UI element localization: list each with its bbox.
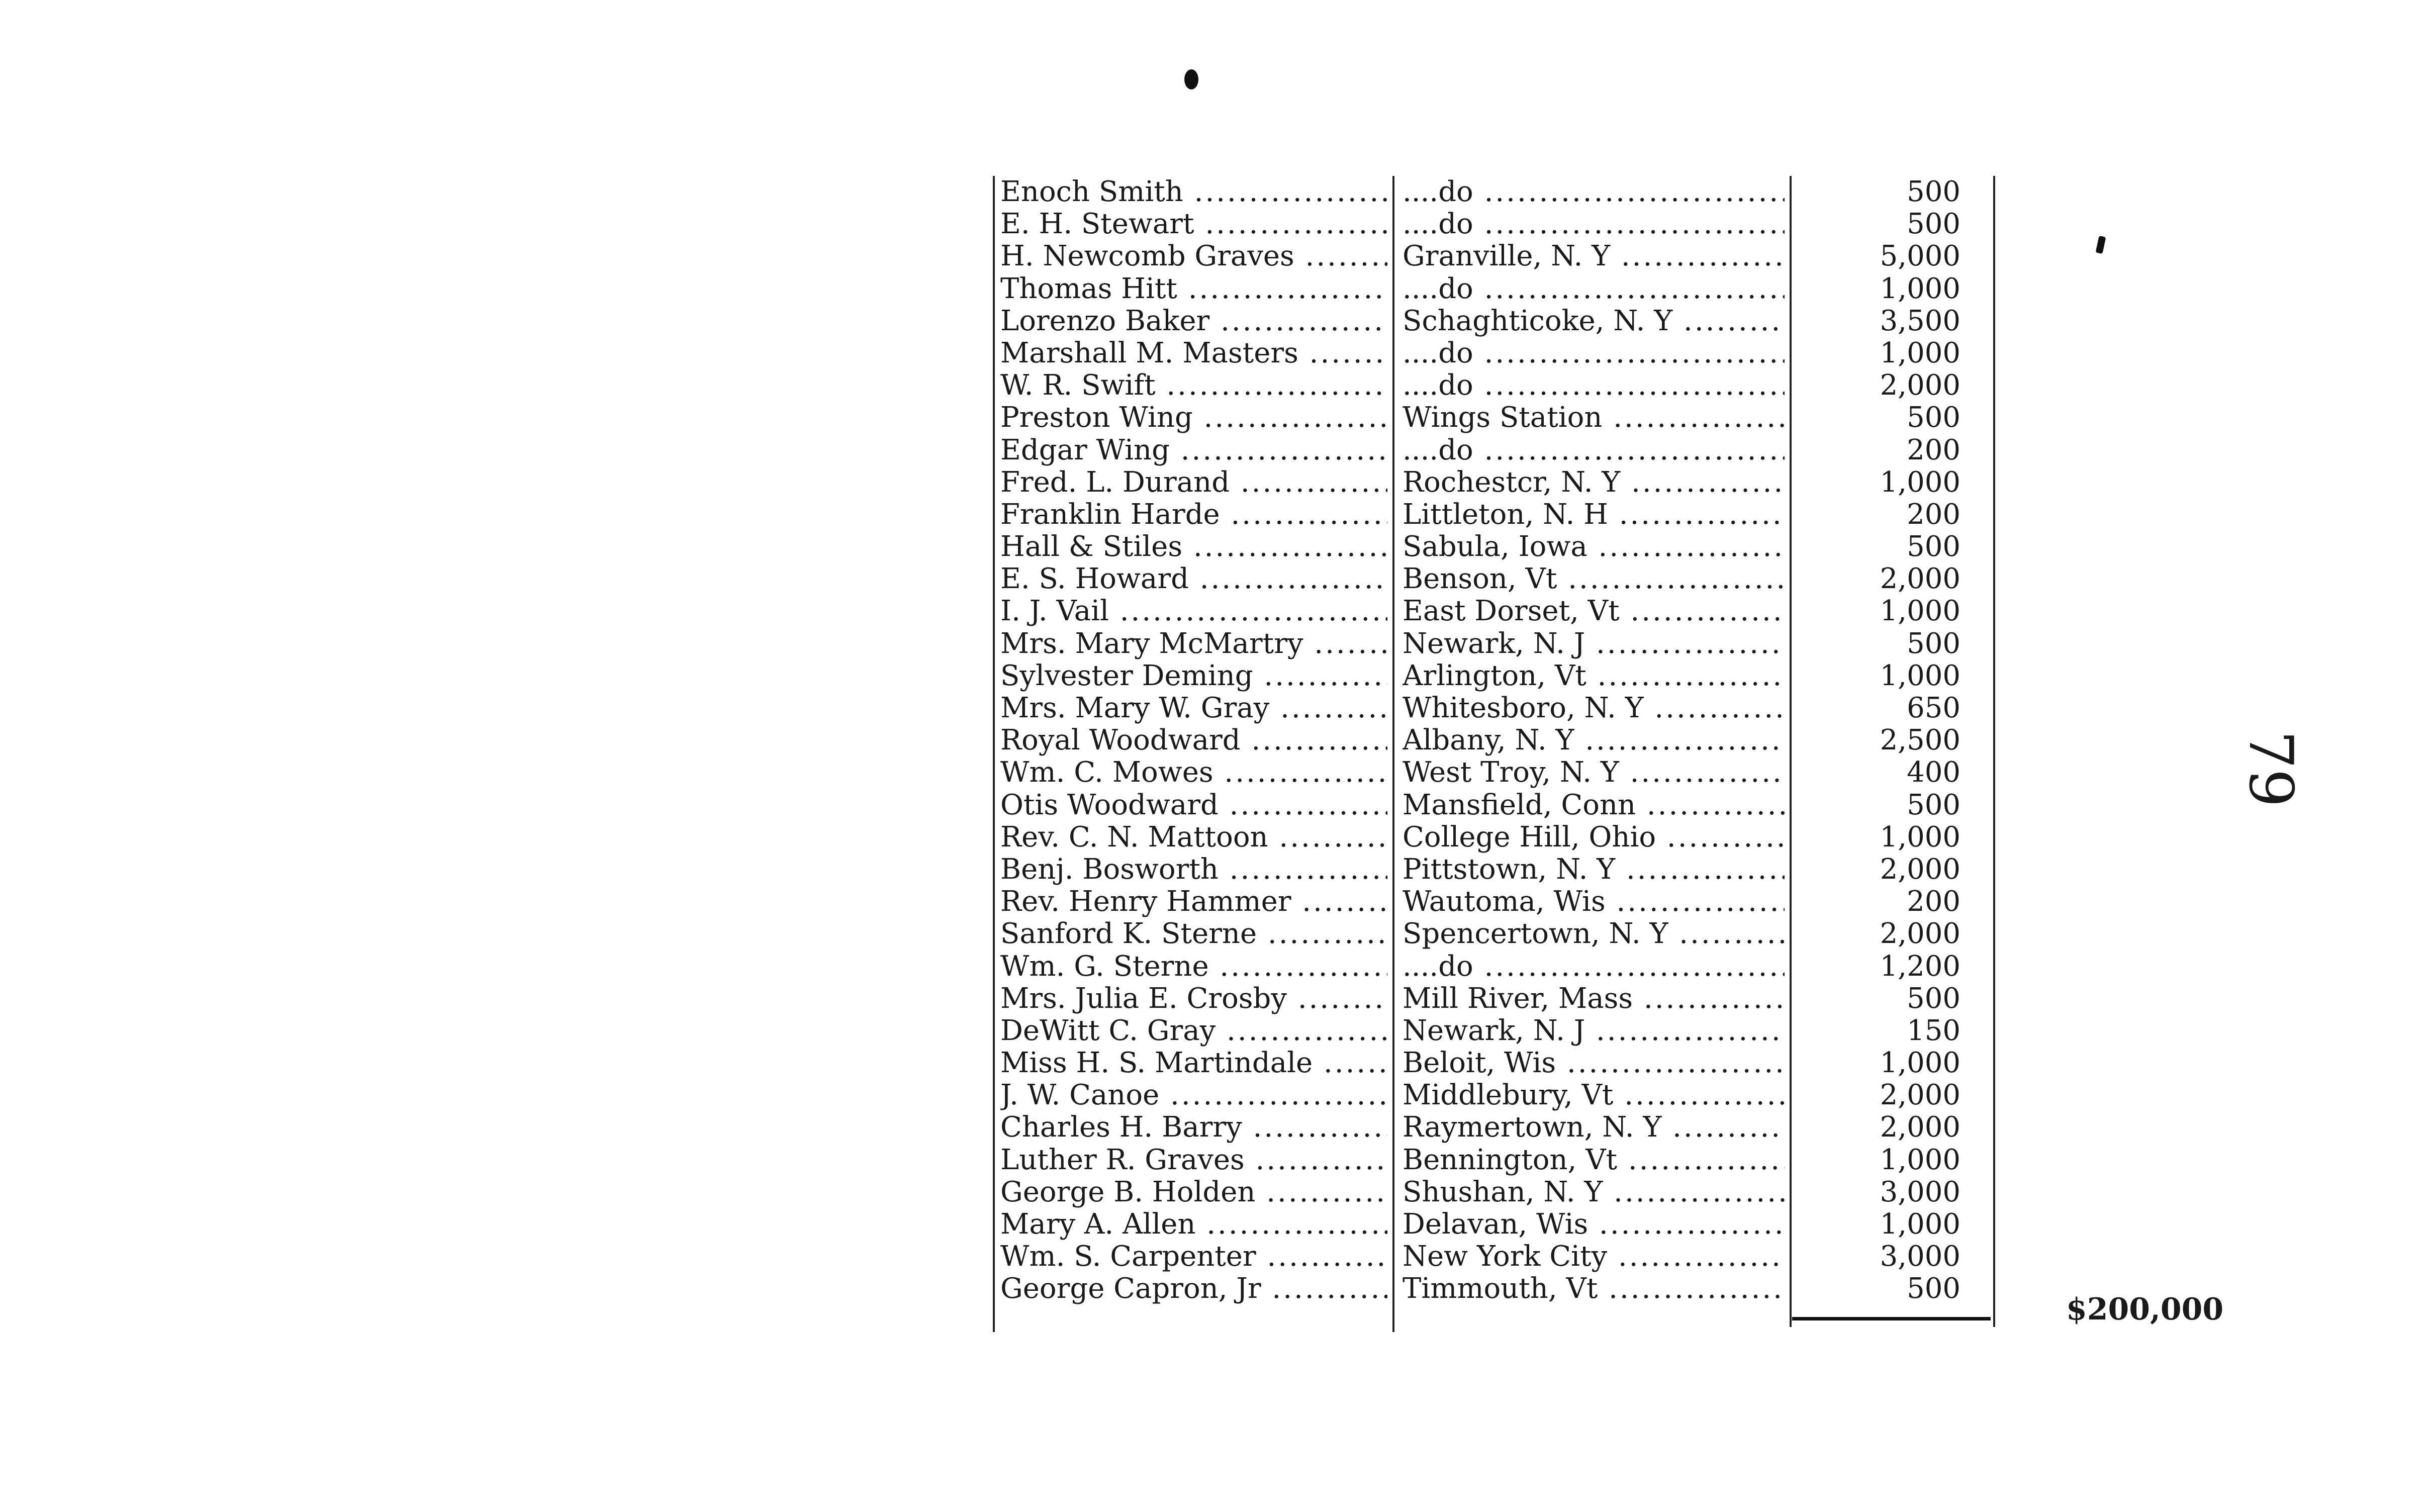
ledger-row bbox=[1000, 1047, 1986, 1079]
subscription-amount: 500 bbox=[1907, 401, 1960, 434]
subscriber-place: Spencertown, N. Y ..... bbox=[1403, 918, 1785, 950]
ledger-row bbox=[1000, 240, 1986, 272]
subscriber-place: East Dorset, Vt ..... bbox=[1403, 595, 1785, 627]
subscriber-place: Wautoma, Wis ..... bbox=[1403, 886, 1785, 918]
subscriber-place: Bennington, Vt ..... bbox=[1403, 1144, 1785, 1176]
subscription-amount: 1,000 bbox=[1880, 465, 1960, 499]
subscription-amount: 500 bbox=[1907, 982, 1960, 1015]
subscription-amount: 500 bbox=[1907, 530, 1960, 563]
subscriber-place: Raymertown, N. Y ..... bbox=[1403, 1111, 1785, 1144]
subscription-amount: 2,000 bbox=[1880, 562, 1960, 596]
ledger-row bbox=[1000, 724, 1986, 757]
subscription-amount: 3,000 bbox=[1880, 1240, 1960, 1273]
subscription-amount: 400 bbox=[1907, 756, 1960, 789]
ledger-row bbox=[1000, 1176, 1986, 1208]
ledger-rows bbox=[1000, 176, 1986, 1305]
subscription-amount: 2,500 bbox=[1880, 724, 1960, 757]
ledger-row bbox=[1000, 660, 1986, 692]
ledger-row bbox=[1000, 757, 1986, 789]
ledger-row bbox=[1000, 208, 1986, 240]
subscriber-name: Thomas Hitt ..... bbox=[1000, 273, 1387, 305]
subscriber-place: Sabula, Iowa ..... bbox=[1403, 531, 1785, 563]
subscriber-name: I. J. Vail ..... bbox=[1000, 595, 1387, 627]
subscriber-ledger bbox=[993, 176, 1996, 1337]
ledger-row bbox=[1000, 1015, 1986, 1047]
ledger-row bbox=[1000, 983, 1986, 1015]
subscription-amount: 1,000 bbox=[1880, 820, 1960, 854]
subscription-amount: 3,500 bbox=[1880, 304, 1960, 337]
subscriber-place: Shushan, N. Y ..... bbox=[1403, 1176, 1785, 1208]
subscriber-place: West Troy, N. Y ..... bbox=[1403, 757, 1785, 789]
subscription-amount: 2,000 bbox=[1880, 1111, 1960, 1144]
column-rule-right bbox=[1993, 176, 1995, 1327]
subscriber-name: Mrs. Mary W. Gray ..... bbox=[1000, 692, 1387, 724]
ledger-row bbox=[1000, 692, 1986, 724]
subscriber-place: ....do ..... bbox=[1403, 176, 1785, 208]
subscriber-name: H. Newcomb Graves ..... bbox=[1000, 240, 1387, 272]
subscriber-name: Miss H. S. Martindale ..... bbox=[1000, 1047, 1387, 1079]
subscription-amount: 200 bbox=[1907, 433, 1960, 466]
ledger-row bbox=[1000, 369, 1986, 402]
ledger-row bbox=[1000, 1208, 1986, 1241]
subscription-amount: 650 bbox=[1907, 692, 1960, 724]
subscriber-name: Rev. Henry Hammer ..... bbox=[1000, 886, 1387, 918]
subscriber-place: ....do ..... bbox=[1403, 434, 1785, 466]
subscription-amount: 500 bbox=[1907, 788, 1960, 821]
subscriber-name: Rev. C. N. Mattoon ..... bbox=[1000, 821, 1387, 854]
ledger-row bbox=[1000, 821, 1986, 854]
subscriber-name: Royal Woodward ..... bbox=[1000, 724, 1387, 757]
subscriber-place: Rochestcr, N. Y ..... bbox=[1403, 466, 1785, 499]
ledger-row bbox=[1000, 531, 1986, 563]
subscription-amount: 1,000 bbox=[1880, 272, 1960, 305]
subscription-amount: 200 bbox=[1907, 885, 1960, 918]
subscriber-name: Mrs. Mary McMartry ..... bbox=[1000, 628, 1387, 660]
subscriber-place: Arlington, Vt ..... bbox=[1403, 660, 1785, 692]
subscriber-name: W. R. Swift ..... bbox=[1000, 369, 1387, 402]
subscriber-name: DeWitt C. Gray ..... bbox=[1000, 1015, 1387, 1047]
ledger-row bbox=[1000, 402, 1986, 434]
subscriber-place: Pittstown, N. Y ..... bbox=[1403, 854, 1785, 886]
subscriber-name: E. H. Stewart ..... bbox=[1000, 208, 1387, 240]
ledger-row bbox=[1000, 595, 1986, 627]
ledger-row bbox=[1000, 1111, 1986, 1144]
ledger-row bbox=[1000, 1241, 1986, 1273]
subscription-amount: 1,200 bbox=[1880, 950, 1960, 983]
subscription-amount: 2,000 bbox=[1880, 1079, 1960, 1112]
ledger-row bbox=[1000, 273, 1986, 305]
ink-mark bbox=[2096, 236, 2106, 254]
subscription-amount: 2,000 bbox=[1880, 853, 1960, 886]
subscriber-place: Benson, Vt ..... bbox=[1403, 563, 1785, 595]
subscriber-name: George Capron, Jr ..... bbox=[1000, 1273, 1387, 1305]
subscription-amount: 500 bbox=[1907, 1272, 1960, 1305]
subscription-amount: 500 bbox=[1907, 175, 1960, 208]
subscriber-place: Newark, N. J ..... bbox=[1403, 628, 1785, 660]
subscriber-name: J. W. Canoe ..... bbox=[1000, 1079, 1387, 1111]
subscriber-name: Sanford K. Sterne ..... bbox=[1000, 918, 1387, 950]
subscriber-place: Newark, N. J ..... bbox=[1403, 1015, 1785, 1047]
subscriber-name: Wm. G. Sterne ..... bbox=[1000, 951, 1387, 983]
subscriber-place: Beloit, Wis ..... bbox=[1403, 1047, 1785, 1079]
subscriber-place: Mill River, Mass ..... bbox=[1403, 983, 1785, 1015]
subscriber-name: Franklin Harde ..... bbox=[1000, 499, 1387, 531]
subscriber-place: Schaghticoke, N. Y ..... bbox=[1403, 305, 1785, 337]
ledger-row bbox=[1000, 337, 1986, 369]
subscription-amount: 500 bbox=[1907, 627, 1960, 660]
subscriber-place: Delavan, Wis ..... bbox=[1403, 1208, 1785, 1241]
subscriber-place: ....do ..... bbox=[1403, 273, 1785, 305]
subscriber-place: Granville, N. Y ..... bbox=[1403, 240, 1785, 272]
subscriber-place: Whitesboro, N. Y ..... bbox=[1403, 692, 1785, 724]
subscriber-name: Wm. C. Mowes ..... bbox=[1000, 757, 1387, 789]
ink-speck bbox=[1184, 69, 1198, 89]
subscriber-place: ....do ..... bbox=[1403, 337, 1785, 369]
subscriber-name: Enoch Smith ..... bbox=[1000, 176, 1387, 208]
subscriber-name: Wm. S. Carpenter ..... bbox=[1000, 1241, 1387, 1273]
subscription-amount: 150 bbox=[1907, 1014, 1960, 1047]
subscriber-place: New York City ..... bbox=[1403, 1241, 1785, 1273]
ledger-row bbox=[1000, 1144, 1986, 1176]
subscription-amount: 5,000 bbox=[1880, 240, 1960, 273]
ledger-row bbox=[1000, 1273, 1986, 1305]
subscriber-place: Albany, N. Y ..... bbox=[1403, 724, 1785, 757]
subscription-amount: 1,000 bbox=[1880, 1047, 1960, 1080]
subscription-amount: 1,000 bbox=[1880, 1208, 1960, 1241]
ledger-row bbox=[1000, 1079, 1986, 1111]
subscriber-name: E. S. Howard ..... bbox=[1000, 563, 1387, 595]
subscriber-name: Mary A. Allen ..... bbox=[1000, 1208, 1387, 1241]
subscription-amount: 2,000 bbox=[1880, 917, 1960, 951]
grand-total: $200,000 bbox=[2066, 1292, 2224, 1327]
ledger-row bbox=[1000, 789, 1986, 821]
subscriber-name: Fred. L. Durand ..... bbox=[1000, 466, 1387, 499]
subscriber-name: Hall & Stiles ..... bbox=[1000, 531, 1387, 563]
ledger-row bbox=[1000, 466, 1986, 499]
ledger-row bbox=[1000, 176, 1986, 208]
subscription-amount: 2,000 bbox=[1880, 369, 1960, 402]
page-number: 79 bbox=[2235, 730, 2305, 807]
subscriber-place: ....do ..... bbox=[1403, 208, 1785, 240]
ledger-row bbox=[1000, 499, 1986, 531]
subscriber-place: ....do ..... bbox=[1403, 951, 1785, 983]
subscriber-place: College Hill, Ohio ..... bbox=[1403, 821, 1785, 854]
subscriber-place: Littleton, N. H ..... bbox=[1403, 499, 1785, 531]
subscription-amount: 1,000 bbox=[1880, 336, 1960, 369]
subscriber-name: Charles H. Barry ..... bbox=[1000, 1111, 1387, 1144]
ledger-row bbox=[1000, 434, 1986, 466]
subscription-amount: 200 bbox=[1907, 498, 1960, 531]
subscription-amount: 3,000 bbox=[1880, 1175, 1960, 1208]
ledger-row bbox=[1000, 854, 1986, 886]
subscriber-name: Mrs. Julia E. Crosby ..... bbox=[1000, 983, 1387, 1015]
subscriber-name: Lorenzo Baker ..... bbox=[1000, 305, 1387, 337]
subscriber-name: Sylvester Deming ..... bbox=[1000, 660, 1387, 692]
ledger-row bbox=[1000, 628, 1986, 660]
subscriber-name: Preston Wing ..... bbox=[1000, 402, 1387, 434]
sum-rule bbox=[1792, 1317, 1991, 1320]
subscription-amount: 500 bbox=[1907, 208, 1960, 241]
subscription-amount: 1,000 bbox=[1880, 1143, 1960, 1176]
subscription-amount: 1,000 bbox=[1880, 659, 1960, 692]
subscriber-place: Middlebury, Vt ..... bbox=[1403, 1079, 1785, 1111]
ledger-row bbox=[1000, 918, 1986, 950]
subscriber-name: Benj. Bosworth ..... bbox=[1000, 854, 1387, 886]
ledger-row bbox=[1000, 886, 1986, 918]
subscriber-name: Marshall M. Masters ..... bbox=[1000, 337, 1387, 369]
subscriber-name: Luther R. Graves ..... bbox=[1000, 1144, 1387, 1176]
ledger-row bbox=[1000, 951, 1986, 983]
subscriber-name: Edgar Wing ..... bbox=[1000, 434, 1387, 466]
subscriber-place: Wings Station ..... bbox=[1403, 402, 1785, 434]
subscriber-place: Timmouth, Vt ..... bbox=[1403, 1273, 1785, 1305]
subscription-amount: 1,000 bbox=[1880, 595, 1960, 628]
column-rule-left bbox=[993, 176, 995, 1332]
ledger-row bbox=[1000, 563, 1986, 595]
subscriber-name: Otis Woodward ..... bbox=[1000, 789, 1387, 821]
subscriber-name: George B. Holden ..... bbox=[1000, 1176, 1387, 1208]
subscriber-place: Mansfield, Conn ..... bbox=[1403, 789, 1785, 821]
ledger-row bbox=[1000, 305, 1986, 337]
subscriber-place: ....do ..... bbox=[1403, 369, 1785, 402]
